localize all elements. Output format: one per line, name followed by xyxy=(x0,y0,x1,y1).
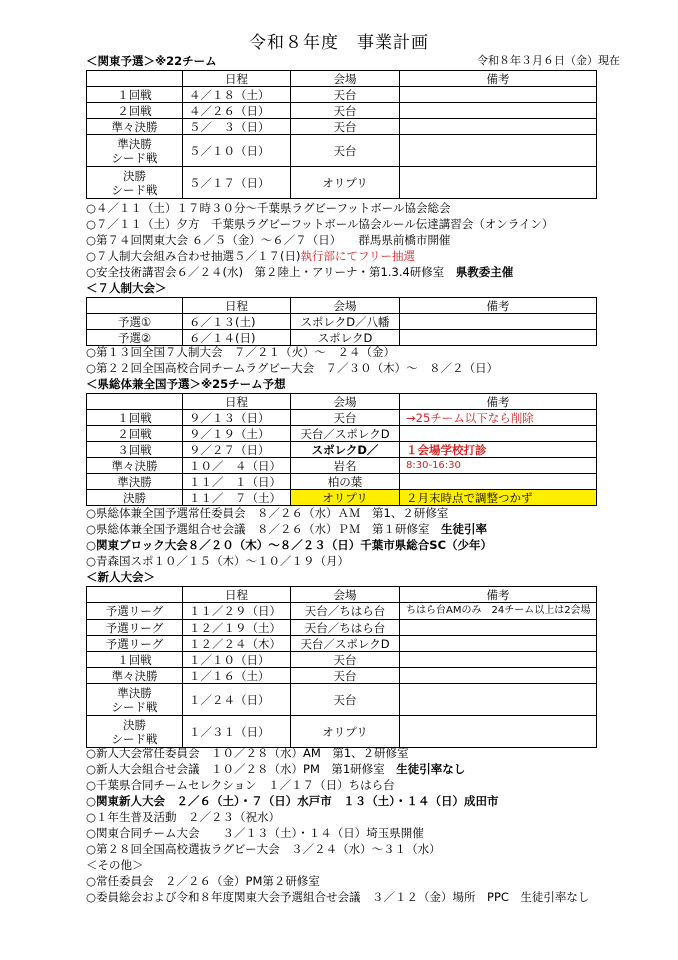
venue-cell: 天台 xyxy=(291,119,400,135)
header-cell: 日程 xyxy=(183,71,291,87)
note-line: ○青森国スポ１０／１５（木）～１０／１９（月） xyxy=(86,554,350,568)
date-cell: ９／１９（土） xyxy=(183,426,291,442)
table-row xyxy=(87,314,597,330)
round-cell: 決勝 シード戦 xyxy=(87,716,183,748)
table-row xyxy=(87,442,597,458)
round-cell: １回戦 xyxy=(87,652,183,668)
table-row xyxy=(87,684,597,716)
note-line: ○常任委員会 ２／２６（金）PM第２研修室 xyxy=(86,874,320,888)
note-line xyxy=(86,761,626,777)
round-cell: 決勝 xyxy=(87,490,183,506)
other-heading: ＜その他＞ xyxy=(86,858,144,872)
venue-cell: 岩名 xyxy=(291,458,400,474)
table-row xyxy=(87,103,597,119)
venue-cell: オリプリ xyxy=(291,490,400,506)
note-cell xyxy=(400,426,597,442)
header-cell: 備考 xyxy=(400,298,597,314)
soutai-heading: ＜県総体兼全国予選＞※25チーム予想 xyxy=(86,377,286,391)
round-cell: 準々決勝 xyxy=(87,668,183,684)
note-line: ○関東ブロック大会８／２０（木）～８／２３（日）千葉市県総合SC（少年） xyxy=(86,538,493,552)
note-cell: １会場学校打診 xyxy=(400,442,597,458)
round-cell: １回戦 xyxy=(87,87,183,103)
date-cell: ４／２６（日） xyxy=(183,103,291,119)
date-cell: １２／１９（土） xyxy=(183,620,291,636)
note-line: ○第２２回全国高校合同チームラグビー大会 ７／３０（木）～ ８／２（日） xyxy=(86,361,499,375)
note-cell xyxy=(400,474,597,490)
note-line: ○７／１１（土）夕方 千葉県ラグビーフットボール協会ルール伝達講習会（オンライン） xyxy=(86,217,554,231)
venue-cell: 天台 xyxy=(291,103,400,119)
note-line: ○新人大会常任委員会 １０／２８（水）AM 第1、２研修室 xyxy=(86,746,409,760)
note-line: ○千葉県合同チームセレクション １／１７（日）ちはら台 xyxy=(86,778,395,792)
note-cell xyxy=(400,668,597,684)
round-cell: ３回戦 xyxy=(87,442,183,458)
note-line: ○関東新人大会 ２／６（土）・７（日）水戸市 １３（土）・１４（日）成田市 xyxy=(86,794,499,808)
note-cell xyxy=(400,314,597,330)
kanto-heading: ＜関東予選＞※22チーム xyxy=(86,54,217,68)
date-note: 令和８年３月６日（金）現在 xyxy=(477,54,620,67)
venue-cell: スポレクD／八幡 xyxy=(291,314,400,330)
date-cell: １／１０（日） xyxy=(183,652,291,668)
note-cell: →25チーム以下なら削除 xyxy=(400,410,597,426)
table-row xyxy=(87,620,597,636)
venue-cell: 天台 xyxy=(291,87,400,103)
table-row xyxy=(87,490,597,506)
note-line: ○１年生普及活動 ２／２３（祝水） xyxy=(86,810,281,824)
venue-cell: オリプリ xyxy=(291,167,400,199)
venue-cell: 天台／ちはら台 xyxy=(291,603,400,620)
note-cell xyxy=(400,684,597,716)
table-row xyxy=(87,716,597,748)
shinjin-heading: ＜新人大会＞ xyxy=(86,570,155,584)
date-cell: ６／１４(日) xyxy=(183,330,291,346)
venue-cell: 天台／ちはら台 xyxy=(291,620,400,636)
header-cell xyxy=(87,298,183,314)
note-line: ○県総体兼全国予選常任委員会 ８／２６（水）ＡＭ 第1、２研修室 xyxy=(86,506,449,520)
venue-cell: 柏の葉 xyxy=(291,474,400,490)
venue-cell: スポレクD xyxy=(291,330,400,346)
note-cell xyxy=(400,135,597,167)
date-cell: ９／２７（日） xyxy=(183,442,291,458)
header-cell: 会場 xyxy=(291,587,400,603)
round-cell: 予選② xyxy=(87,330,183,346)
round-cell: ２回戦 xyxy=(87,103,183,119)
note-line: ○第７４回関東大会 ６／５（金）～６／７（日） 群馬県前橋市開催 xyxy=(86,233,451,247)
date-cell: ５／１０（日） xyxy=(183,135,291,167)
seven-heading: ＜７人制大会＞ xyxy=(86,281,167,295)
note-emphasis: 生徒引率なし xyxy=(396,762,466,776)
shinjin-table xyxy=(86,586,597,748)
date-cell: １２／２４（木） xyxy=(183,636,291,652)
header-cell: 日程 xyxy=(183,587,291,603)
note-cell xyxy=(400,119,597,135)
round-cell: 準決勝 シード戦 xyxy=(87,135,183,167)
venue-cell: 天台 xyxy=(291,652,400,668)
note-cell xyxy=(400,167,597,199)
note-line xyxy=(86,248,626,264)
note-line: ○関東合同チーム大会 ３／１３（土）・１４（日）埼玉県開催 xyxy=(86,826,424,840)
note-emphasis: 生徒引率 xyxy=(441,522,488,536)
venue-cell: オリプリ xyxy=(291,716,400,748)
round-cell: 準決勝 xyxy=(87,474,183,490)
note-cell: 8:30-16:30 xyxy=(400,458,597,474)
round-cell: 準々決勝 xyxy=(87,119,183,135)
note-line xyxy=(86,264,626,280)
table-row xyxy=(87,474,597,490)
note-text: ○７人制大会組み合わせ抽選５／１７(日) xyxy=(86,249,301,263)
venue-cell: 天台／スポレクD xyxy=(291,636,400,652)
table-header-row xyxy=(87,394,597,410)
note-cell: ２月末時点で調整つかず xyxy=(400,490,597,506)
note-cell: ちはら台AMのみ 24チーム以上は2会場 xyxy=(400,603,597,620)
table-row xyxy=(87,119,597,135)
table-row xyxy=(87,426,597,442)
table-row xyxy=(87,652,597,668)
venue-cell: 天台 xyxy=(291,668,400,684)
header-cell: 備考 xyxy=(400,394,597,410)
venue-cell: 天台 xyxy=(291,135,400,167)
seven-table xyxy=(86,297,597,346)
table-row xyxy=(87,167,597,199)
header-cell xyxy=(87,394,183,410)
date-cell: ６／１３(土) xyxy=(183,314,291,330)
venue-cell: 天台／スポレクD xyxy=(291,426,400,442)
date-cell: １１／ １（日） xyxy=(183,474,291,490)
table-row xyxy=(87,603,597,620)
date-cell: ９／１３（日） xyxy=(183,410,291,426)
table-header-row xyxy=(87,71,597,87)
soutai-table xyxy=(86,393,597,506)
table-row xyxy=(87,87,597,103)
round-cell: 準々決勝 xyxy=(87,458,183,474)
date-cell: １０／ ４（日） xyxy=(183,458,291,474)
table-header-row xyxy=(87,587,597,603)
venue-cell: スポレクD／ xyxy=(291,442,400,458)
note-cell xyxy=(400,652,597,668)
round-cell: 決勝 シード戦 xyxy=(87,167,183,199)
note-cell xyxy=(400,716,597,748)
venue-cell: 天台 xyxy=(291,684,400,716)
note-text: ○県総体兼全国予選組合せ会議 ８／２６（水）ＰＭ 第１研修室 xyxy=(86,522,430,536)
round-cell: 準決勝 シード戦 xyxy=(87,684,183,716)
note-cell xyxy=(400,620,597,636)
date-cell: １１／２９（日） xyxy=(183,603,291,620)
round-cell: 予選リーグ xyxy=(87,603,183,620)
round-cell: 予選① xyxy=(87,314,183,330)
round-cell: 予選リーグ xyxy=(87,620,183,636)
note-line: ○４／１１（土）１７時３０分～千葉県ラグビーフットボール協会総会 xyxy=(86,201,451,215)
header-cell: 会場 xyxy=(291,71,400,87)
round-cell: ２回戦 xyxy=(87,426,183,442)
kanto-table xyxy=(86,70,597,199)
table-row xyxy=(87,458,597,474)
note-cell xyxy=(400,103,597,119)
round-cell: １回戦 xyxy=(87,410,183,426)
table-row xyxy=(87,668,597,684)
header-cell: 会場 xyxy=(291,394,400,410)
note-emphasis: 県教委主催 xyxy=(455,265,514,279)
table-row xyxy=(87,135,597,167)
note-line xyxy=(86,521,626,537)
note-line: ○第２８回全国高校選抜ラグビー大会 ３／２４（水）～３１（水） xyxy=(86,842,441,856)
header-cell: 備考 xyxy=(400,71,597,87)
note-line: ○第１３回全国７人制大会 ７／２１（火）～ ２４（金） xyxy=(86,345,396,359)
date-cell: １１／ ７（土） xyxy=(183,490,291,506)
date-cell: １／２４（日） xyxy=(183,684,291,716)
date-cell: ４／１８（土） xyxy=(183,87,291,103)
note-cell xyxy=(400,636,597,652)
venue-cell: 天台 xyxy=(291,410,400,426)
note-line: ○委員総会および令和８年度関東大会予選組合せ会議 ３／１２（金）場所 PPC 生徒引率なし xyxy=(86,890,590,904)
table-header-row xyxy=(87,298,597,314)
header-cell: 会場 xyxy=(291,298,400,314)
header-cell: 日程 xyxy=(183,298,291,314)
page-title: 令和８年度 事業計画 xyxy=(249,33,429,53)
table-row xyxy=(87,636,597,652)
header-cell: 日程 xyxy=(183,394,291,410)
date-cell: ５／ ３（日） xyxy=(183,119,291,135)
header-cell: 備考 xyxy=(400,587,597,603)
round-cell: 予選リーグ xyxy=(87,636,183,652)
note-text: ○新人大会組合せ会議 １０／２８（水）PM 第1研修室 xyxy=(86,762,385,776)
date-cell: １／３１（日） xyxy=(183,716,291,748)
date-cell: ５／１７（日） xyxy=(183,167,291,199)
note-highlight: 執行部にてフリー抽選 xyxy=(300,249,416,263)
note-cell xyxy=(400,87,597,103)
date-cell: １／１６（土） xyxy=(183,668,291,684)
note-text: ○安全技術講習会６／２４(水) 第２陸上・アリーナ・第1.3.4研修室 xyxy=(86,265,445,279)
header-cell xyxy=(87,587,183,603)
table-row xyxy=(87,410,597,426)
header-cell xyxy=(87,71,183,87)
